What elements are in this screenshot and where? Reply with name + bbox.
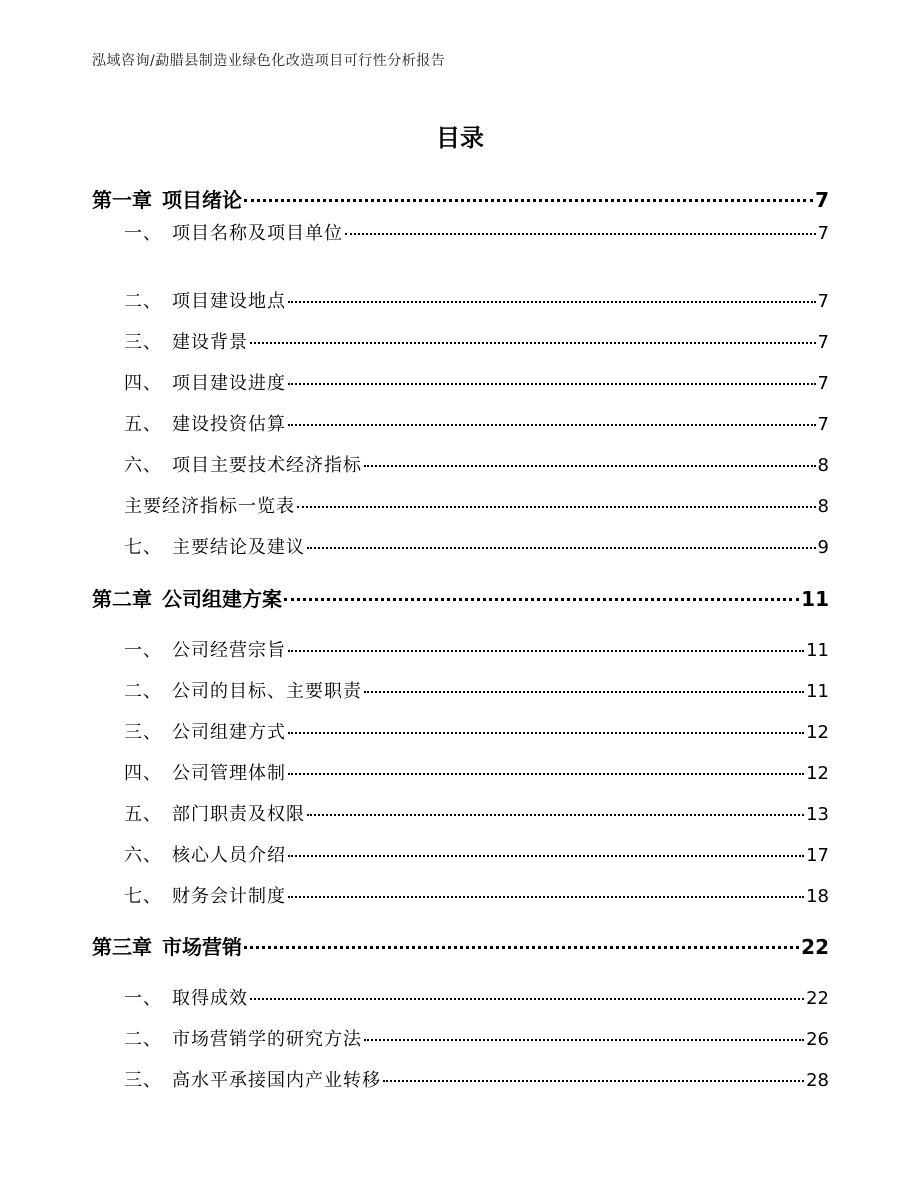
toc-entry[interactable] xyxy=(124,882,829,908)
section-title: 市场营销学的研究方法 xyxy=(172,1029,362,1050)
section-number: 二、 xyxy=(124,1029,162,1050)
section-number: 一、 xyxy=(124,640,162,661)
page-number: 11 xyxy=(806,681,829,702)
toc-chapter-2[interactable] xyxy=(92,583,829,612)
chapter-title: 公司组建方案 xyxy=(162,587,282,611)
page-number: 12 xyxy=(806,722,829,743)
section-number: 六、 xyxy=(124,455,162,476)
dot-leader xyxy=(364,463,816,467)
section-title: 高水平承接国内产业转移 xyxy=(172,1070,381,1091)
page-number: 13 xyxy=(806,804,829,825)
section-number: 六、 xyxy=(124,845,162,866)
section-number: 三、 xyxy=(124,722,162,743)
dot-leader xyxy=(288,648,804,652)
section-title: 公司的目标、主要职责 xyxy=(172,681,362,702)
dot-leader xyxy=(250,340,816,344)
section-title: 项目建设地点 xyxy=(172,291,286,312)
toc-entry[interactable] xyxy=(124,287,829,313)
toc-entry[interactable] xyxy=(124,636,829,662)
toc-entry[interactable] xyxy=(124,451,829,477)
page-number: 8 xyxy=(817,455,829,476)
section-number: 五、 xyxy=(124,414,162,435)
toc-entry[interactable] xyxy=(124,718,829,744)
section-title: 财务会计制度 xyxy=(172,886,286,907)
chapter-number: 第一章 xyxy=(92,188,152,212)
dot-leader xyxy=(288,299,816,303)
section-title: 核心人员介绍 xyxy=(172,845,286,866)
page-number: 7 xyxy=(815,188,829,212)
page-number: 7 xyxy=(817,223,829,244)
dot-leader xyxy=(288,730,804,734)
section-number: 二、 xyxy=(124,681,162,702)
toc-entry[interactable] xyxy=(124,841,829,867)
toc-entry[interactable] xyxy=(124,759,829,785)
section-title: 公司管理体制 xyxy=(172,763,286,784)
dot-leader xyxy=(364,689,804,693)
section-number: 七、 xyxy=(124,537,162,558)
section-title: 公司组建方式 xyxy=(172,722,286,743)
toc-entry[interactable] xyxy=(124,533,829,559)
page-number: 7 xyxy=(817,332,829,353)
page-number: 8 xyxy=(817,496,829,517)
toc-entry[interactable] xyxy=(124,219,829,245)
section-number: 四、 xyxy=(124,763,162,784)
dot-leader xyxy=(250,996,804,1000)
page-number: 7 xyxy=(817,414,829,435)
section-title: 项目主要技术经济指标 xyxy=(172,455,362,476)
section-title: 主要结论及建议 xyxy=(172,537,305,558)
chapter-title: 项目绪论 xyxy=(162,188,242,212)
section-title: 项目名称及项目单位 xyxy=(172,223,343,244)
toc-chapter-3[interactable] xyxy=(92,931,829,960)
page-number: 7 xyxy=(817,291,829,312)
toc-entry[interactable] xyxy=(124,677,829,703)
dot-leader xyxy=(288,771,804,775)
dot-leader xyxy=(284,595,799,601)
chapter-title: 市场营销 xyxy=(162,935,242,959)
chapter-number: 第三章 xyxy=(92,935,152,959)
section-title: 公司经营宗旨 xyxy=(172,640,286,661)
section-number: 一、 xyxy=(124,223,162,244)
section-number: 五、 xyxy=(124,804,162,825)
page-number: 11 xyxy=(801,587,829,611)
toc-entry[interactable] xyxy=(124,492,829,518)
section-title: 部门职责及权限 xyxy=(172,804,305,825)
dot-leader xyxy=(288,853,804,857)
page-number: 17 xyxy=(806,845,829,866)
dot-leader xyxy=(307,812,804,816)
toc-entry[interactable] xyxy=(124,1025,829,1051)
dot-leader xyxy=(364,1037,804,1041)
section-title: 建设投资估算 xyxy=(172,414,286,435)
toc-chapter-1[interactable] xyxy=(92,184,829,213)
toc-entry[interactable] xyxy=(124,410,829,436)
toc-entry[interactable] xyxy=(124,1066,829,1092)
page-number: 18 xyxy=(806,886,829,907)
page-number: 7 xyxy=(817,373,829,394)
toc-entry[interactable] xyxy=(124,328,829,354)
section-number: 一、 xyxy=(124,988,162,1009)
dot-leader xyxy=(288,422,816,426)
section-number: 二、 xyxy=(124,291,162,312)
dot-leader xyxy=(383,1078,804,1082)
page-number: 22 xyxy=(806,988,829,1009)
dot-leader xyxy=(288,381,816,385)
dot-leader xyxy=(244,196,813,202)
toc-entry[interactable] xyxy=(124,369,829,395)
section-number: 三、 xyxy=(124,1070,162,1091)
dot-leader xyxy=(345,231,816,235)
toc-entry[interactable] xyxy=(124,984,829,1010)
page-number: 26 xyxy=(806,1029,829,1050)
page-number: 28 xyxy=(806,1070,829,1091)
page-number: 22 xyxy=(801,935,829,959)
page-title: 目录 xyxy=(436,124,484,152)
section-title: 取得成效 xyxy=(172,988,248,1009)
section-number: 三、 xyxy=(124,332,162,353)
page-number: 12 xyxy=(806,763,829,784)
toc-entry[interactable] xyxy=(124,800,829,826)
page-number: 9 xyxy=(817,537,829,558)
section-title: 建设背景 xyxy=(172,332,248,353)
dot-leader xyxy=(307,545,816,549)
section-number: 七、 xyxy=(124,886,162,907)
running-header: 泓域咨询/勐腊县制造业绿色化改造项目可行性分析报告 xyxy=(92,53,446,69)
dot-leader xyxy=(297,504,816,508)
section-title: 主要经济指标一览表 xyxy=(124,496,295,517)
dot-leader xyxy=(288,894,804,898)
section-number: 四、 xyxy=(124,373,162,394)
page-number: 11 xyxy=(806,640,829,661)
dot-leader xyxy=(244,943,799,949)
chapter-number: 第二章 xyxy=(92,587,152,611)
section-title: 项目建设进度 xyxy=(172,373,286,394)
